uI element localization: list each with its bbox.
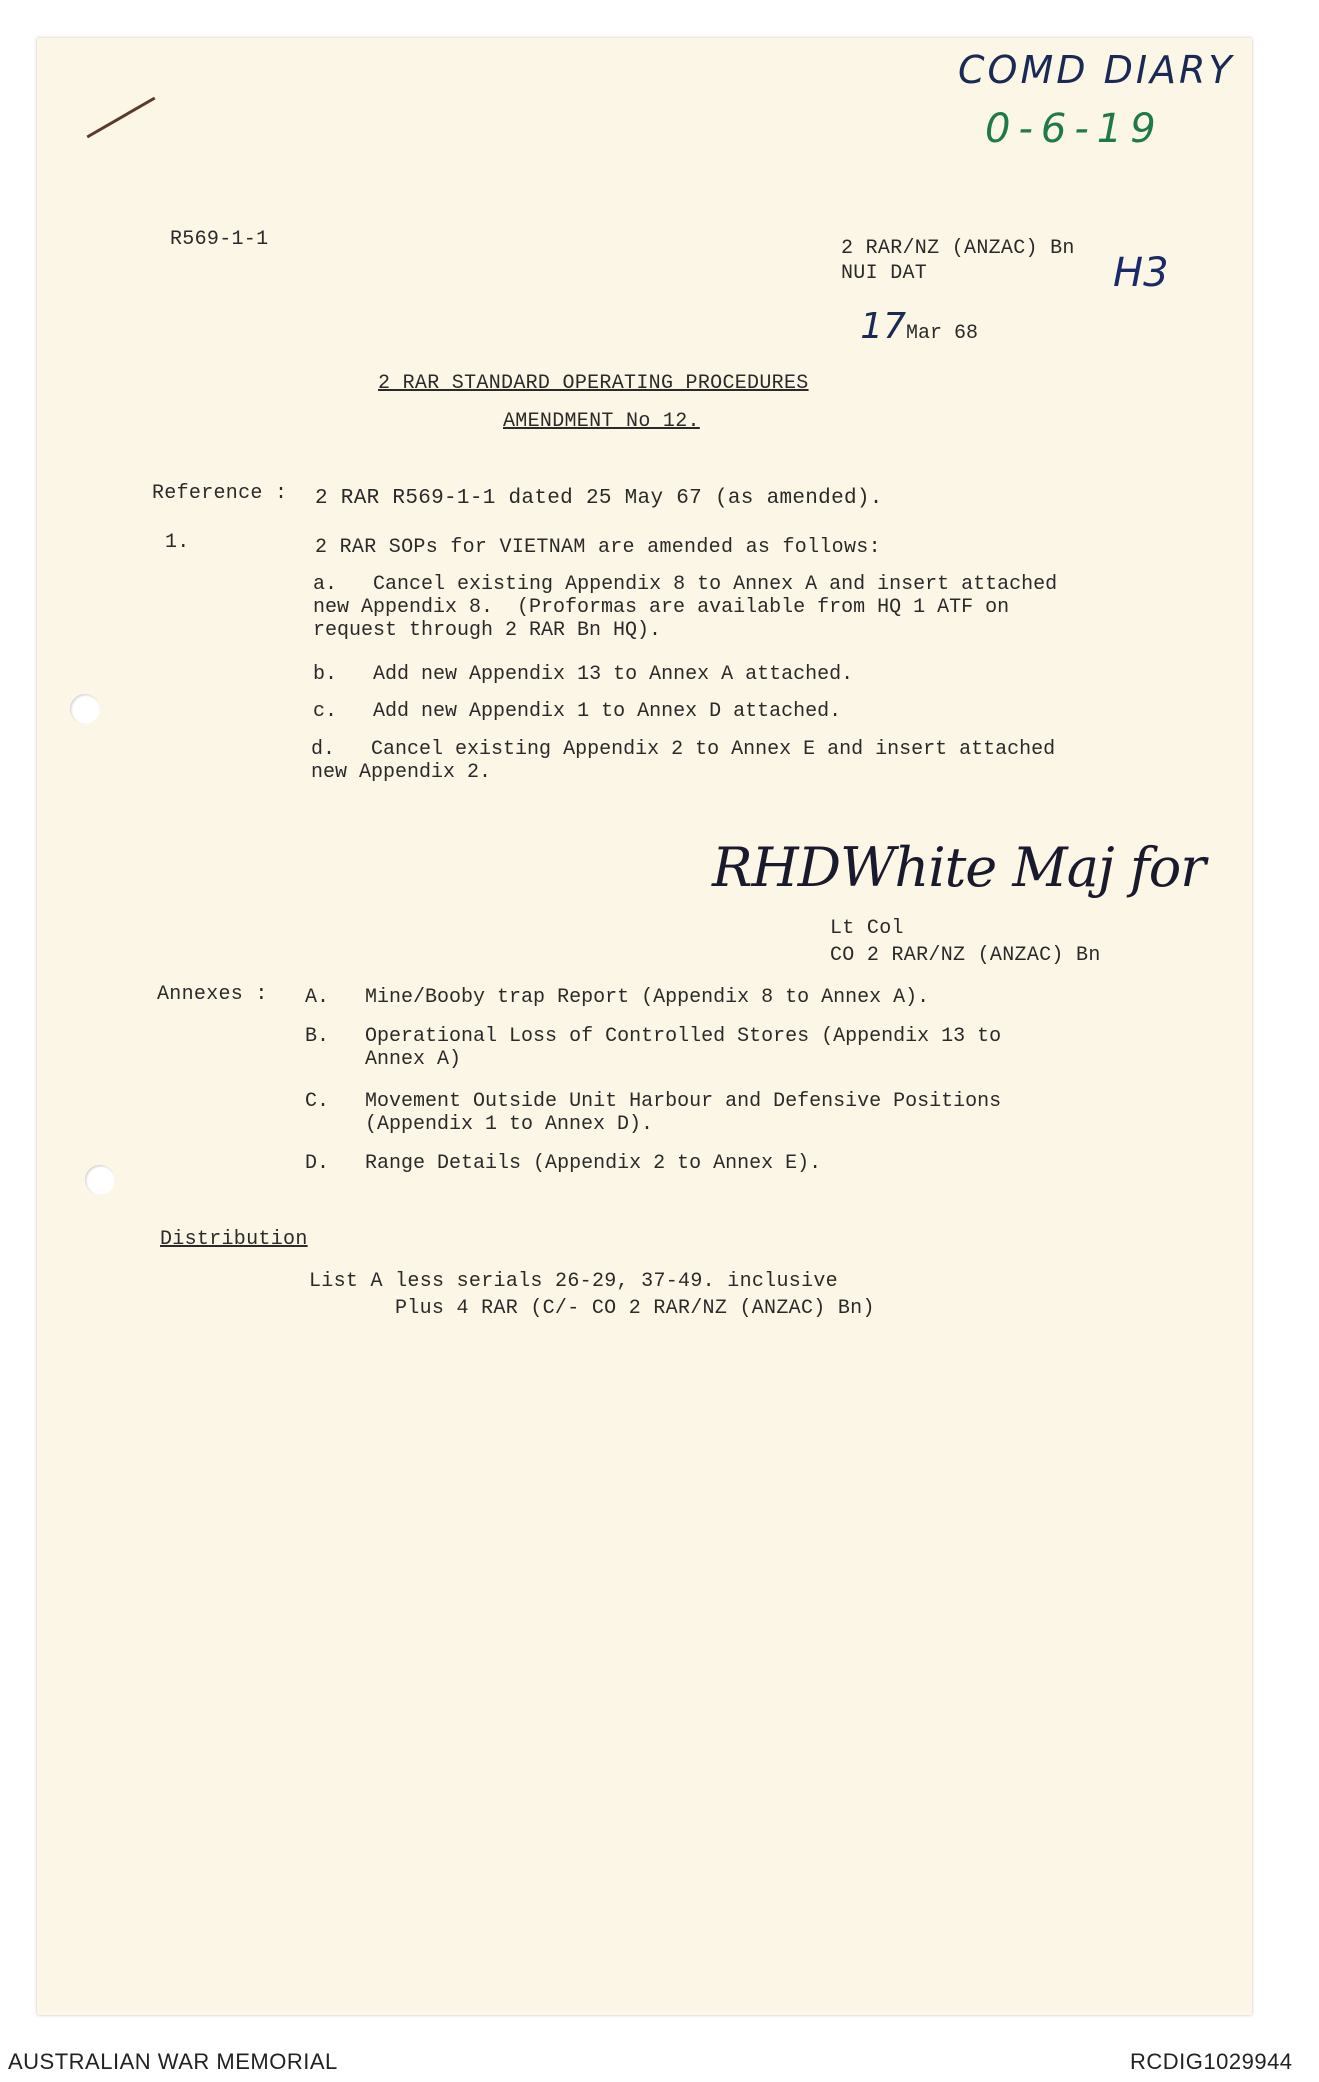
annexes-label: Annexes : bbox=[157, 983, 268, 1006]
reference-text: 2 RAR R569-1-1 dated 25 May 67 (as amended). bbox=[315, 487, 883, 510]
annex-text-line: Operational Loss of Controlled Stores (Appendix 13 to bbox=[365, 1025, 1002, 1048]
annex-item-c bbox=[305, 1090, 1001, 1136]
annex-text-line: Mine/Booby trap Report (Appendix 8 to Annex A). bbox=[365, 986, 930, 1009]
item-text-line: Cancel existing Appendix 2 to Annex E and insert attached bbox=[371, 738, 1056, 761]
document-date bbox=[841, 288, 978, 347]
file-reference: R569-1-1 bbox=[170, 228, 269, 251]
amendment-item-b bbox=[313, 663, 853, 686]
folio-note: H3 bbox=[1113, 250, 1169, 296]
item-text-line: Add new Appendix 1 to Annex D attached. bbox=[373, 700, 842, 723]
signatory-appointment: CO 2 RAR/NZ (ANZAC) Bn bbox=[830, 944, 1101, 967]
item-letter: d. bbox=[311, 738, 336, 761]
annex-text-line: Movement Outside Unit Harbour and Defensive Positions bbox=[365, 1090, 1002, 1113]
punch-hole bbox=[70, 694, 100, 724]
paragraph-number: 1. bbox=[165, 531, 190, 554]
annex-text-line: Annex A) bbox=[365, 1048, 462, 1071]
amendment-item-c bbox=[313, 700, 841, 723]
unit-location: NUI DAT bbox=[841, 262, 928, 285]
annex-letter: A. bbox=[305, 986, 330, 1009]
distribution-list: List A less serials 26-29, 37-49. inclusive bbox=[309, 1270, 838, 1293]
paragraph-intro: 2 RAR SOPs for VIETNAM are amended as follows: bbox=[315, 536, 881, 559]
footer-record-id: RCDIG1029944 bbox=[1130, 2049, 1293, 2074]
annex-letter: D. bbox=[305, 1152, 330, 1175]
pen-mark bbox=[86, 97, 155, 139]
diary-number-note: 0-6-19 bbox=[985, 106, 1164, 152]
unit-name: 2 RAR/NZ (ANZAC) Bn bbox=[841, 237, 1075, 260]
amendment-item-d bbox=[311, 738, 1055, 784]
annex-letter: B. bbox=[305, 1025, 330, 1048]
item-text-line: new Appendix 8. (Proformas are available from HQ 1 ATF on bbox=[313, 596, 1010, 619]
item-text-line: Add new Appendix 13 to Annex A attached. bbox=[373, 663, 854, 686]
handwritten-day: 17 bbox=[860, 306, 907, 347]
item-text-line: request through 2 RAR Bn HQ). bbox=[313, 619, 662, 642]
item-text-line: Cancel existing Appendix 8 to Annex A and insert attached bbox=[373, 573, 1058, 596]
item-letter: a. bbox=[313, 573, 338, 596]
date-month-year: Mar 68 bbox=[906, 322, 979, 345]
comd-diary-note: COMD DIARY bbox=[958, 48, 1235, 92]
distribution-additional: Plus 4 RAR (C/- CO 2 RAR/NZ (ANZAC) Bn) bbox=[395, 1297, 875, 1320]
punch-hole bbox=[85, 1165, 115, 1195]
item-text-line: new Appendix 2. bbox=[311, 761, 492, 784]
item-letter: b. bbox=[313, 663, 338, 686]
document-title: 2 RAR STANDARD OPERATING PROCEDURES bbox=[378, 372, 809, 395]
signatory-rank: Lt Col bbox=[830, 917, 904, 940]
distribution-label: Distribution bbox=[160, 1228, 308, 1251]
annex-item-b bbox=[305, 1025, 1001, 1071]
annex-text-line: (Appendix 1 to Annex D). bbox=[365, 1113, 654, 1136]
item-letter: c. bbox=[313, 700, 338, 723]
annex-item-d bbox=[305, 1152, 821, 1175]
signature: RHDWhite Maj for bbox=[712, 836, 1206, 899]
annex-item-a bbox=[305, 986, 929, 1009]
reference-label: Reference : bbox=[152, 482, 288, 505]
amendment-item-a bbox=[313, 573, 1057, 642]
annex-letter: C. bbox=[305, 1090, 330, 1113]
amendment-number: AMENDMENT No 12. bbox=[503, 410, 700, 433]
footer-source: AUSTRALIAN WAR MEMORIAL bbox=[8, 2049, 338, 2074]
annex-text-line: Range Details (Appendix 2 to Annex E). bbox=[365, 1152, 822, 1175]
